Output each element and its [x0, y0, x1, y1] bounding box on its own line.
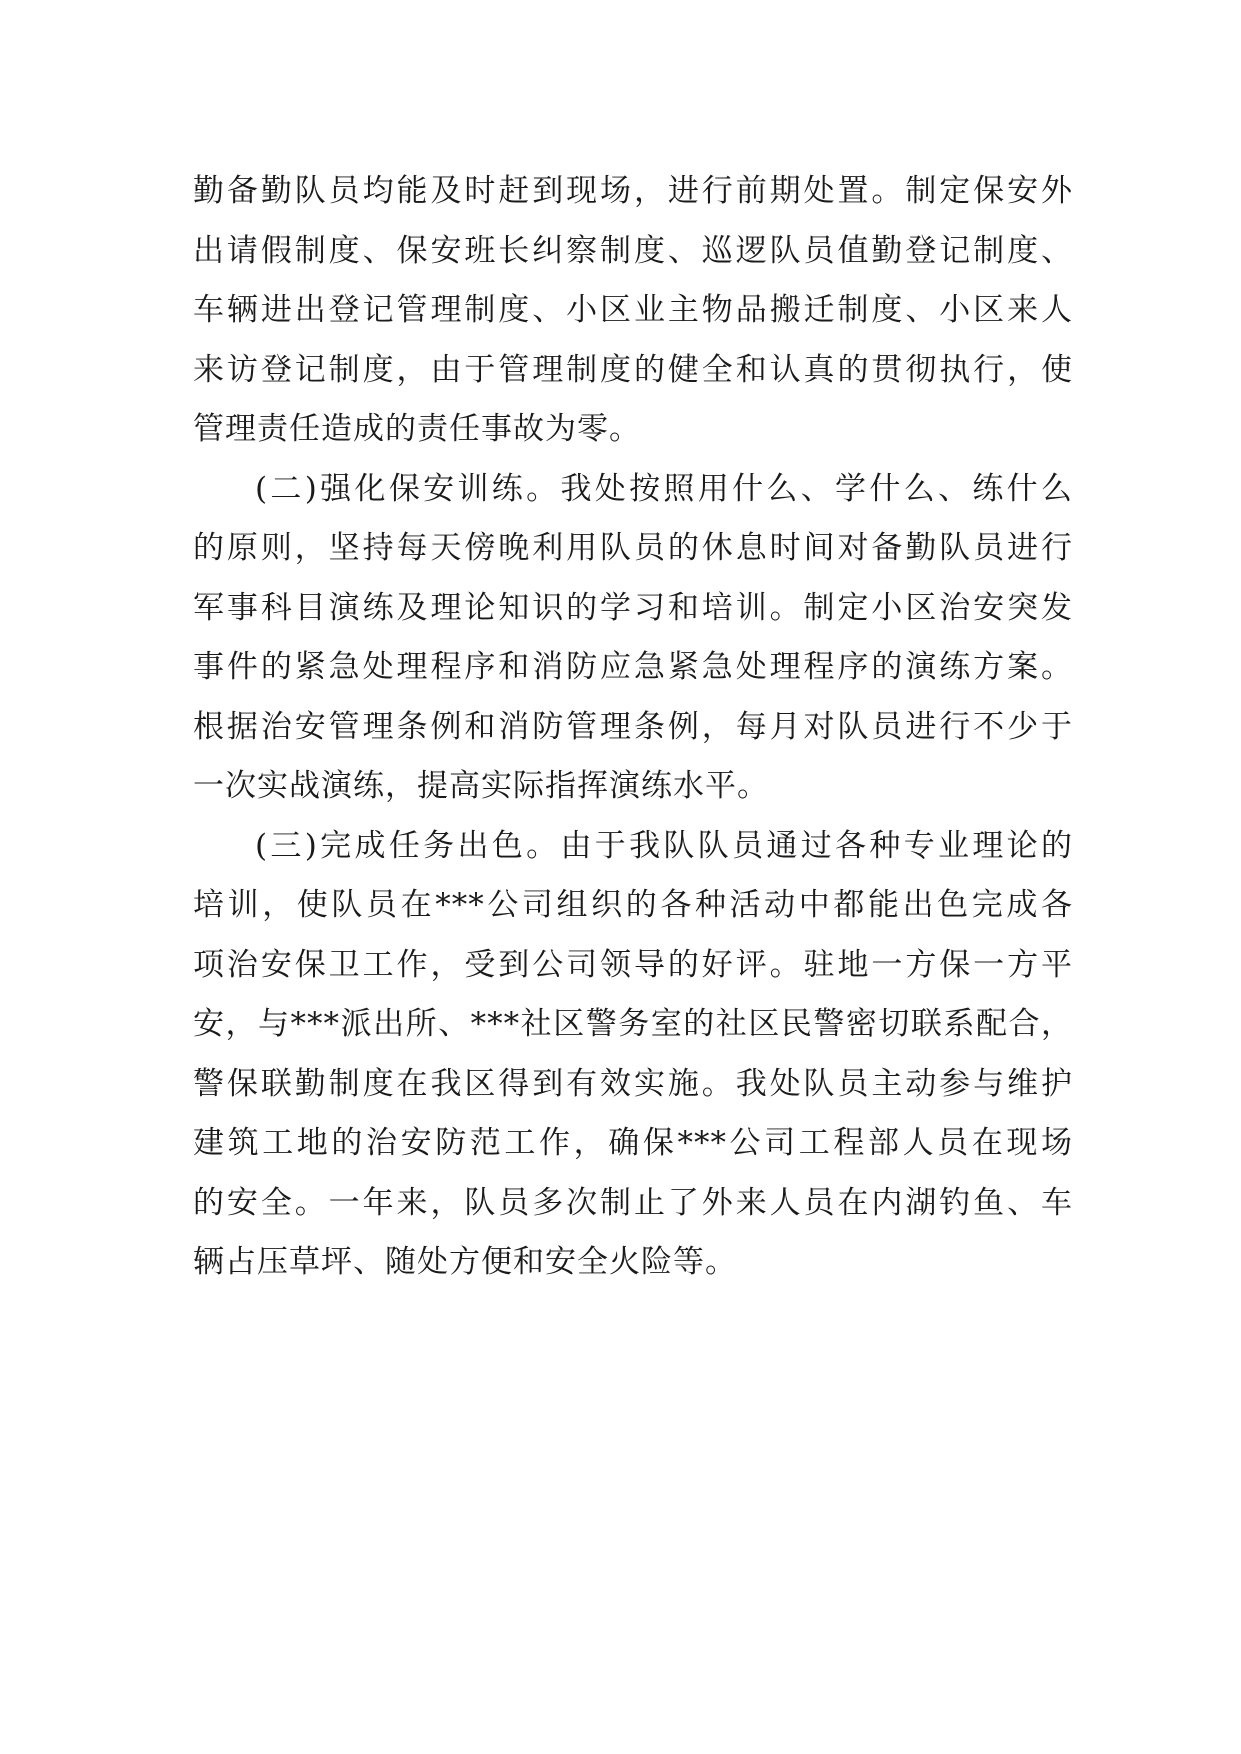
paragraph-line: 勤备勤队员均能及时赶到现场，进行前期处置。制定保安外 [193, 173, 1073, 209]
document-body [193, 162, 1073, 1293]
paragraph-line: 的安全。一年来，队员多次制止了外来人员在内湖钓鱼、车 [193, 1184, 1073, 1221]
paragraph-line: 建筑工地的治安防范工作，确保***公司工程部人员在现场 [193, 1125, 1073, 1161]
paragraph-line: 安，与***派出所、***社区警务室的社区民警密切联系配合， [193, 1006, 1073, 1042]
paragraph-line: 车辆进出登记管理制度、小区业主物品搬迁制度、小区来人 [193, 292, 1073, 328]
paragraph-line: 培训，使队员在***公司组织的各种活动中都能出色完成各 [193, 887, 1073, 923]
paragraph-line: (二)强化保安训练。我处按照用什么、学什么、练什么 [255, 470, 1073, 507]
paragraph-line: 军事科目演练及理论知识的学习和培训。制定小区治安突发 [193, 589, 1073, 626]
paragraph-line: 项治安保卫工作，受到公司领导的好评。驻地一方保一方平 [193, 946, 1073, 983]
paragraph-line: 出请假制度、保安班长纠察制度、巡逻队员值勤登记制度、 [193, 232, 1073, 269]
paragraph-3 [193, 817, 1073, 1293]
paragraph-line: 管理责任造成的责任事故为零。 [193, 411, 641, 447]
paragraph-line: 根据治安管理条例和消防管理条例，每月对队员进行不少于 [193, 708, 1073, 745]
paragraph-2 [193, 460, 1073, 817]
paragraph-line: 一次实战演练，提高实际指挥演练水平。 [193, 768, 769, 804]
paragraph-line: 来访登记制度，由于管理制度的健全和认真的贯彻执行，使 [193, 351, 1073, 388]
paragraph-line: (三)完成任务出色。由于我队队员通过各种专业理论的 [255, 827, 1073, 864]
paragraph-line: 辆占压草坪、随处方便和安全火险等。 [193, 1244, 737, 1280]
paragraph-line: 事件的紧急处理程序和消防应急紧急处理程序的演练方案。 [193, 649, 1073, 685]
paragraph-line: 警保联勤制度在我区得到有效实施。我处队员主动参与维护 [193, 1065, 1073, 1102]
paragraph-1 [193, 162, 1073, 460]
paragraph-line: 的原则，坚持每天傍晚利用队员的休息时间对备勤队员进行 [193, 530, 1073, 566]
